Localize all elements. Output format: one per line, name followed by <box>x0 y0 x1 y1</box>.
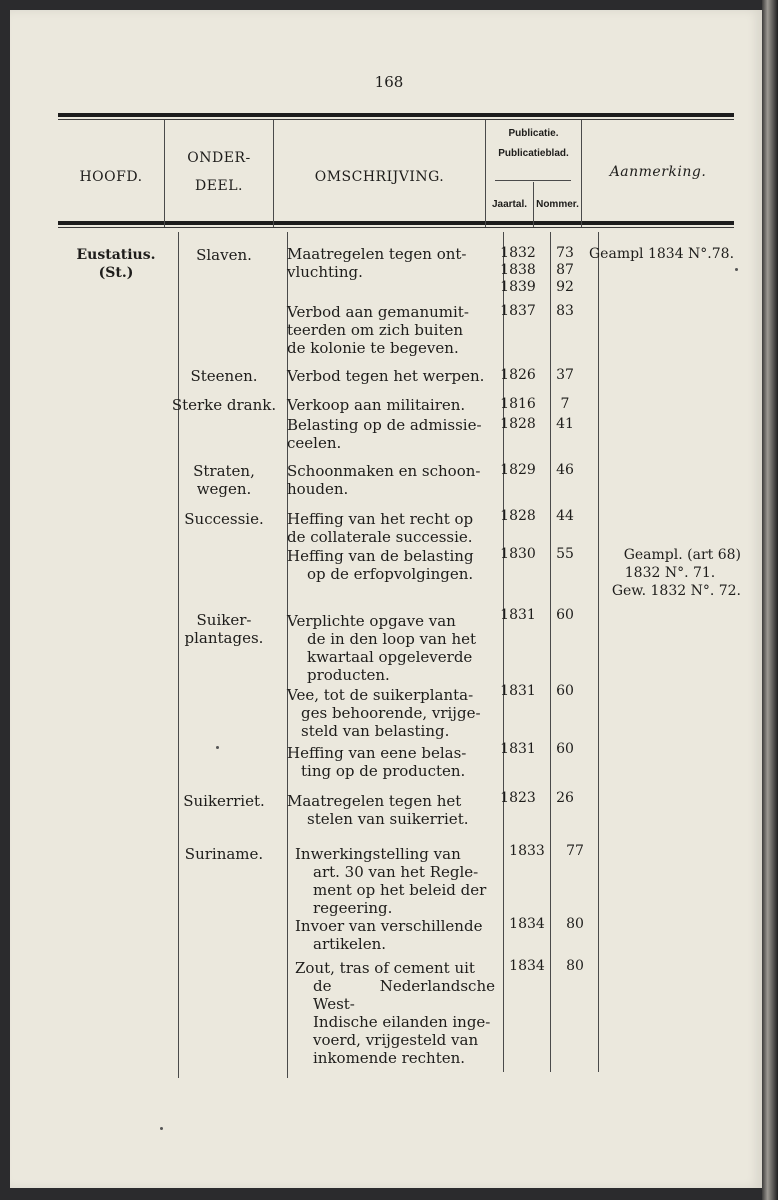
year: 1816 <box>500 396 536 412</box>
print-speck <box>735 268 738 271</box>
hdr-divider-1 <box>164 120 165 227</box>
number: 60 <box>556 683 574 699</box>
number: 60 <box>556 607 574 623</box>
subject-straten-1: Straten, <box>193 462 255 480</box>
desc-line: Indische eilanden inge- <box>313 1013 491 1031</box>
entry-description <box>287 612 487 684</box>
desc-line: Verplichte opgave van <box>287 612 456 630</box>
entry-years <box>488 396 548 413</box>
entry-numbers <box>551 683 579 700</box>
desc-line: producten. <box>307 666 390 684</box>
subject-suriname: Suriname. <box>184 845 264 863</box>
desc-line: ges behoorende, vrijge- <box>301 704 481 722</box>
hdr-hoofd: HOOFD. <box>79 169 143 185</box>
entry-description <box>287 416 487 452</box>
desc-line: Heffing van de belasting <box>287 547 474 565</box>
entry-years <box>497 843 557 860</box>
entry-years <box>488 367 548 384</box>
desc-line: art. 30 van het Regle- <box>313 863 479 881</box>
desc-line: ceelen. <box>287 434 342 452</box>
entry-description <box>287 367 487 385</box>
desc-line: Verkoop aan militairen. <box>287 396 466 414</box>
desc-line: inkomende rechten. <box>313 1049 466 1067</box>
page-number: 168 <box>374 73 404 91</box>
note-line: Gew. 1832 N°. 72. <box>611 583 741 599</box>
subject-successie: Successie. <box>184 510 264 528</box>
hoofd-line1: Eustatius. <box>76 247 156 263</box>
year: 1831 <box>500 607 536 623</box>
desc-line: Vee, tot de suikerplanta- <box>287 686 474 704</box>
entry-numbers <box>561 843 589 860</box>
year: 1828 <box>500 508 536 524</box>
desc-line: Belasting op de admissie- <box>287 416 482 434</box>
year: 1828 <box>500 416 536 432</box>
year: 1834 <box>509 916 545 932</box>
year: 1837 <box>500 303 536 319</box>
year: 1839 <box>500 279 536 295</box>
hdr-publicatieblad: Publicatieblad. <box>498 148 569 159</box>
desc-line: ment op het beleid der <box>313 881 487 899</box>
desc-line: Heffing van eene belas- <box>287 744 467 762</box>
number: 77 <box>566 843 584 859</box>
entry-description <box>287 686 487 740</box>
desc-line: Maatregelen tegen ont- <box>287 245 467 263</box>
entry-years <box>488 741 548 758</box>
desc-line: Heffing van het recht op <box>287 510 474 528</box>
number: 41 <box>556 416 574 432</box>
number: 92 <box>556 279 574 295</box>
desc-line: stelen van suikerriet. <box>307 810 469 828</box>
entry-description <box>287 462 487 498</box>
entry-description <box>295 845 495 917</box>
hdr-subrule <box>495 180 571 181</box>
year: 1833 <box>509 843 545 859</box>
header-bottom-rule <box>58 221 734 225</box>
year: 1829 <box>500 462 536 478</box>
number: 7 <box>560 396 570 412</box>
note-line: Geampl. (art 68) <box>623 547 741 563</box>
year: 1838 <box>500 262 536 278</box>
page-edge <box>762 0 778 1200</box>
entry-numbers <box>551 462 579 479</box>
desc-line: Maatregelen tegen het <box>287 792 462 810</box>
entry-numbers <box>551 546 579 563</box>
desc-line: steld van belasting. <box>301 722 450 740</box>
subject-suiker-2: plantages. <box>184 629 264 647</box>
entry-years <box>497 916 557 933</box>
header-top-rule-thin <box>58 119 734 120</box>
number: 80 <box>566 916 584 932</box>
entry-years <box>488 508 548 525</box>
entry-years <box>488 790 548 807</box>
subject-sterke-drank: Sterke drank. <box>171 396 277 414</box>
entry-years <box>488 416 548 433</box>
desc-line: Inwerkingstelling van <box>295 845 461 863</box>
header-top-rule <box>58 113 734 117</box>
entry-numbers <box>551 416 579 433</box>
desc-line: kwartaal opgeleverde <box>307 648 473 666</box>
body-divider-4 <box>550 232 551 1072</box>
subject-slaven: Slaven. <box>196 246 252 264</box>
number: 83 <box>556 303 574 319</box>
entry-numbers <box>551 245 579 296</box>
header-bottom-rule-thin <box>58 227 734 228</box>
note-line: 1832 N°. 71. <box>624 565 716 581</box>
desc-line: op de erfopvolgingen. <box>307 565 474 583</box>
entry-note <box>599 546 741 600</box>
desc-line: artikelen. <box>313 935 387 953</box>
desc-line: Zout, tras of cement uit <box>295 959 475 977</box>
entry-numbers <box>551 396 579 413</box>
entry-numbers <box>551 508 579 525</box>
entry-years <box>488 546 548 563</box>
entry-description <box>287 510 487 546</box>
subject-suiker-1: Suiker- <box>196 611 252 629</box>
entry-description <box>287 245 487 281</box>
print-speck <box>160 1127 163 1130</box>
hdr-onderdeel-2: DEEL. <box>195 178 243 194</box>
year: 1831 <box>500 683 536 699</box>
number: 44 <box>556 508 574 524</box>
desc-line: de in den loop van het <box>307 630 477 648</box>
entry-description <box>287 303 487 357</box>
desc-line: teerden om zich buiten <box>287 321 464 339</box>
desc-line: vluchting. <box>287 263 363 281</box>
subject-steenen: Steenen. <box>190 367 258 385</box>
desc-line: regeering. <box>313 899 393 917</box>
entry-description <box>295 959 495 1067</box>
year: 1823 <box>500 790 536 806</box>
body-divider-1 <box>178 232 179 1078</box>
desc-line: de kolonie te begeven. <box>287 339 459 357</box>
note-line: Geampl 1834 N°.78. <box>589 246 735 262</box>
desc-line: voerd, vrijgesteld van <box>313 1031 479 1049</box>
year: 1831 <box>500 741 536 757</box>
year: 1832 <box>500 245 536 261</box>
desc-line: ting op de producten. <box>301 762 466 780</box>
year: 1830 <box>500 546 536 562</box>
desc-line: Schoonmaken en schoon- <box>287 462 481 480</box>
desc-line: Invoer van verschillende <box>295 917 483 935</box>
number: 87 <box>556 262 574 278</box>
desc-line: de collaterale successie. <box>287 528 473 546</box>
entry-numbers <box>561 958 589 975</box>
body-divider-3 <box>503 232 504 1072</box>
number: 80 <box>566 958 584 974</box>
entry-numbers <box>551 741 579 758</box>
entry-numbers <box>551 303 579 320</box>
hdr-nommer: Nommer. <box>536 199 579 210</box>
entry-years <box>488 607 548 624</box>
number: 46 <box>556 462 574 478</box>
entry-note <box>589 245 737 263</box>
entry-description <box>295 917 495 953</box>
number: 55 <box>556 546 574 562</box>
entry-numbers <box>551 607 579 624</box>
entry-years <box>488 245 548 296</box>
entry-numbers <box>561 916 589 933</box>
hdr-omschrijving: OMSCHRIJVING. <box>314 169 445 185</box>
number: 37 <box>556 367 574 383</box>
subject-suikerriet: Suikerriet. <box>183 792 265 810</box>
hdr-aanmerking: Aanmerking. <box>609 164 707 180</box>
year: 1826 <box>500 367 536 383</box>
number: 60 <box>556 741 574 757</box>
desc-line: Verbod aan gemanumit- <box>287 303 469 321</box>
number: 73 <box>556 245 574 261</box>
entry-years <box>488 683 548 700</box>
hdr-onderdeel-1: ONDER- <box>187 150 251 166</box>
entry-description <box>287 792 487 828</box>
hdr-jaartal: Jaartal. <box>491 199 528 210</box>
desc-line: houden. <box>287 480 349 498</box>
entry-description <box>287 547 487 583</box>
entry-years <box>488 462 548 479</box>
print-speck <box>216 746 219 749</box>
desc-line: de Nederlandsche West- <box>313 977 495 1013</box>
entry-years <box>488 303 548 320</box>
body-divider-5 <box>598 232 599 1072</box>
hoofd-line2: (St.) <box>98 265 134 281</box>
desc-line: Verbod tegen het werpen. <box>287 367 485 385</box>
year: 1834 <box>509 958 545 974</box>
entry-description <box>287 744 487 780</box>
entry-numbers <box>551 790 579 807</box>
entry-years <box>497 958 557 975</box>
entry-description <box>287 396 487 414</box>
entry-numbers <box>551 367 579 384</box>
hdr-publicatie: Publicatie. <box>508 128 559 139</box>
subject-straten-2: wegen. <box>196 480 252 498</box>
number: 26 <box>556 790 574 806</box>
